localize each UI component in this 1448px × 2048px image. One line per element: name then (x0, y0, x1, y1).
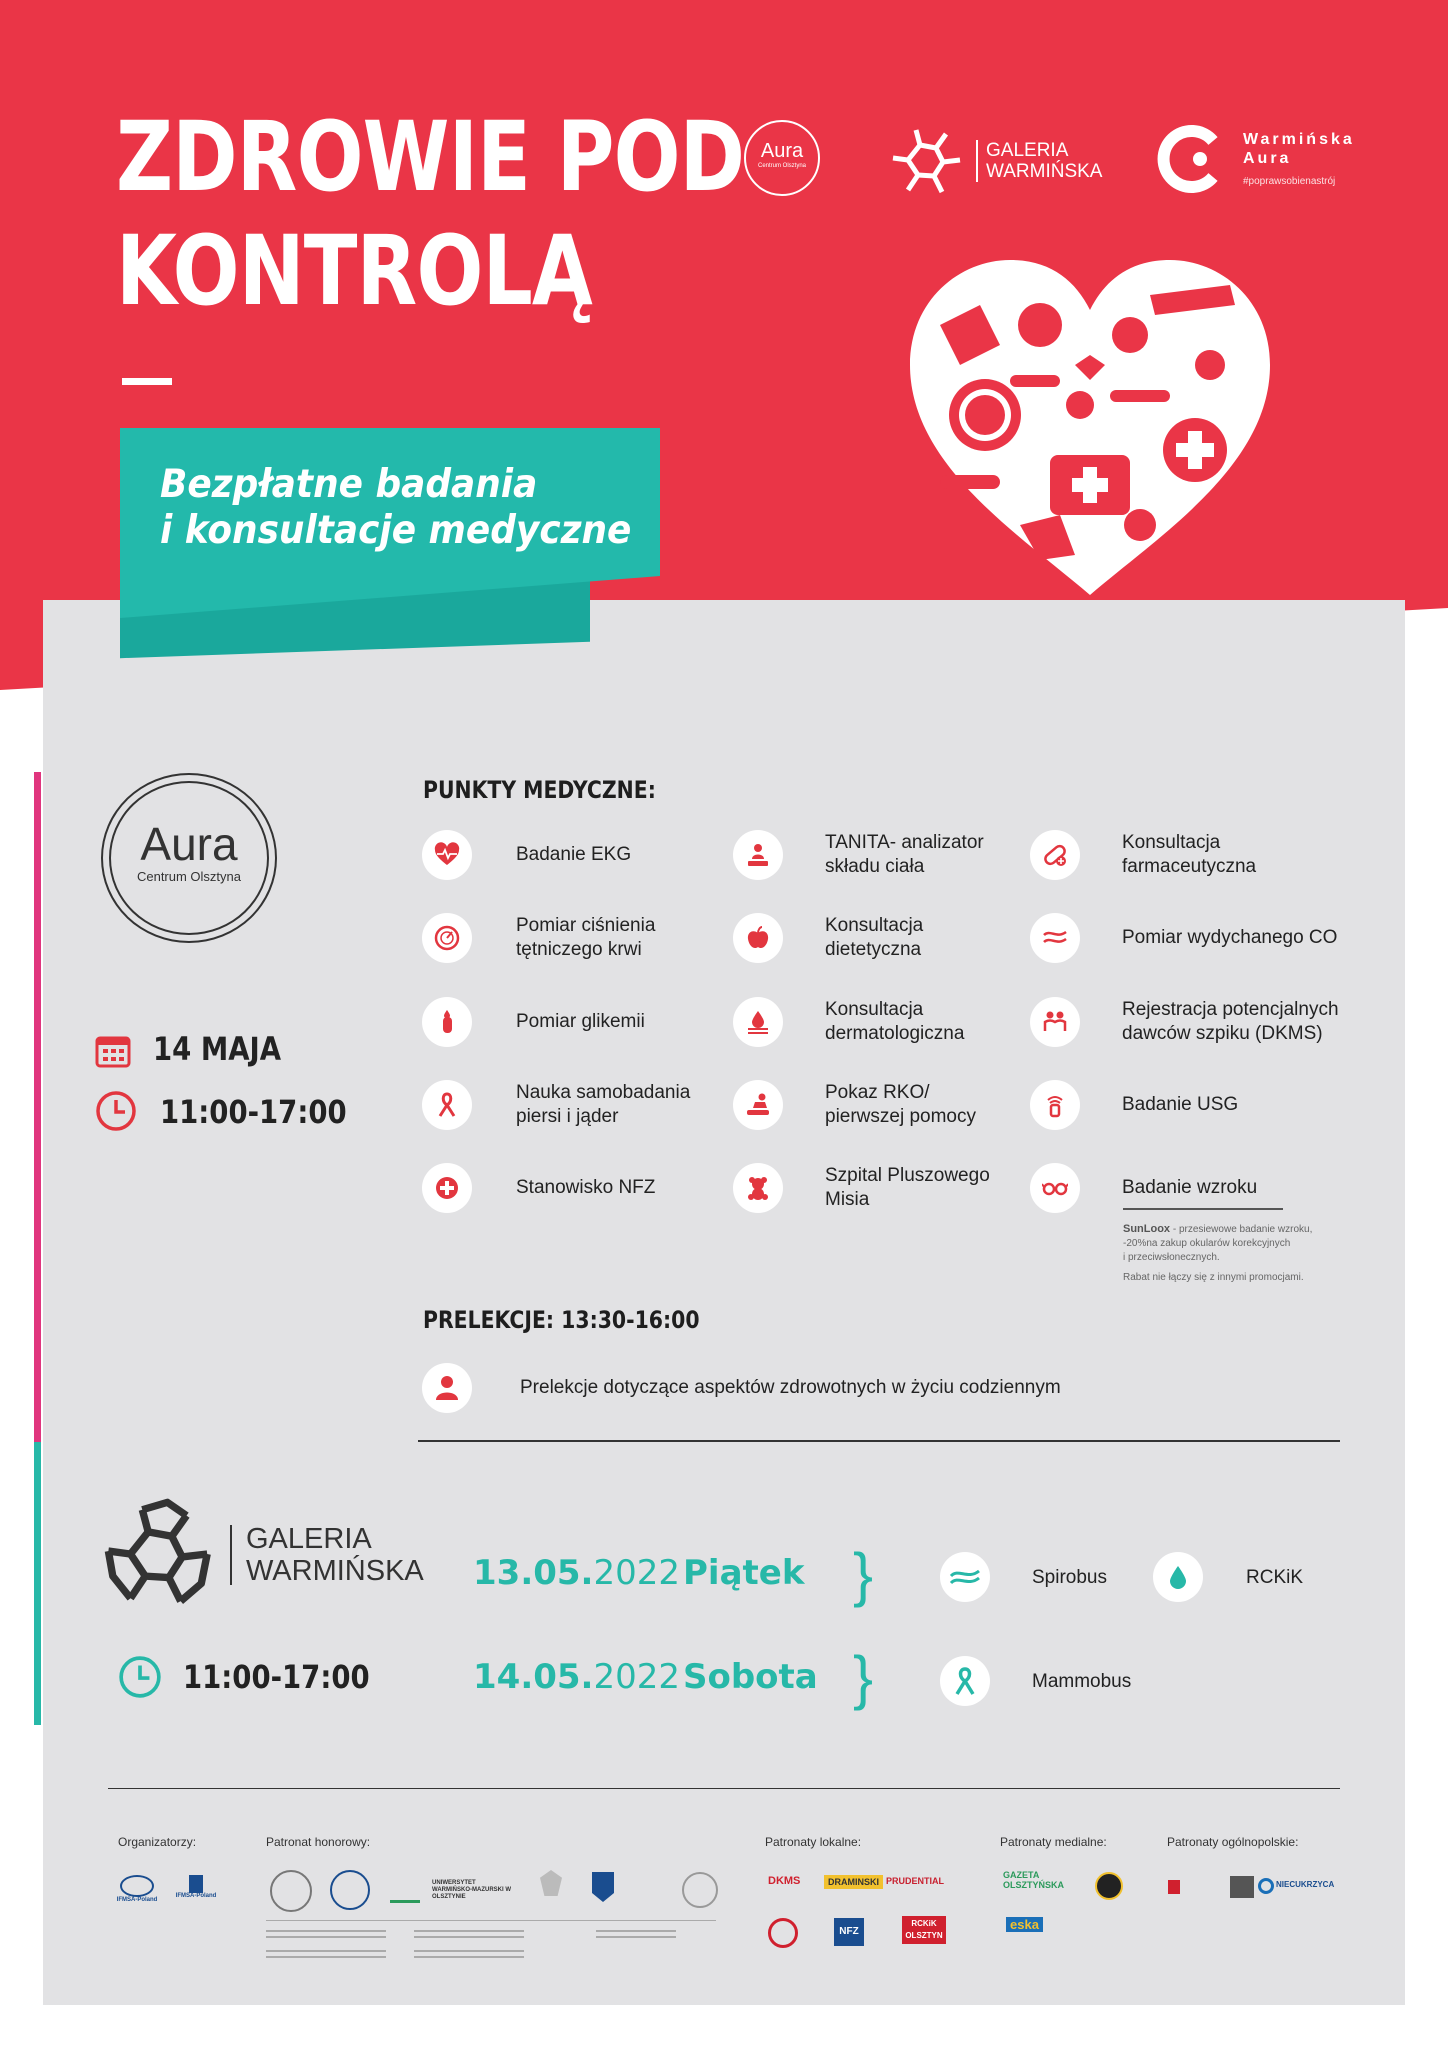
honorary-seal-3 (682, 1872, 718, 1908)
page-title: ZDROWIE POD KONTROLĄ (116, 101, 745, 327)
glasses-icon (1042, 1175, 1068, 1201)
ribbon-teal-icon (953, 1666, 977, 1696)
punkt-label: Konsultacja dermatologiczna (825, 999, 965, 1044)
punkt-icon-circle (1030, 997, 1080, 1047)
spirobus-icon-circle (940, 1552, 990, 1602)
nfz-logo: NFZ (834, 1918, 864, 1946)
prelekcje-icon-circle (422, 1363, 472, 1413)
honorary-seal-1 (270, 1870, 312, 1912)
breath-icon (1042, 925, 1068, 951)
dkms-logo: DKMS (768, 1875, 801, 1887)
galeria-section-bar (34, 1442, 41, 1725)
rckik-olsztyn-logo: RCKiK OLSZTYN (902, 1916, 946, 1944)
prelekcje-text: Prelekcje dotyczące aspektów zdrowotnych w życiu codziennym (520, 1377, 1061, 1398)
galeria-logo-divider (976, 140, 978, 182)
punkt-label: Pomiar glikemii (516, 1011, 645, 1032)
calendar-icon (95, 1032, 131, 1068)
punkt-label: Pomiar ciśnienia tętniczego krwi (516, 915, 656, 960)
national-logo-2 (1230, 1876, 1254, 1898)
gazeta-olsztynska-logo: GAZETA OLSZTYŃSKA (1003, 1870, 1065, 1890)
punkt-label: Nauka samobadania piersi i jąder (516, 1082, 691, 1127)
clock-icon (95, 1090, 137, 1132)
ribbon-icon (434, 1092, 460, 1118)
pill-icon (1042, 842, 1068, 868)
warminska-aura-logo-icon (1155, 123, 1227, 195)
mammobus-icon-circle (940, 1656, 990, 1706)
punkt-icon-circle (422, 1163, 472, 1213)
punkt-icon-circle (733, 913, 783, 963)
day1-date: 13.05.2022 (473, 1553, 680, 1593)
galeria-logo-text: GALERIA WARMIŃSKA (986, 140, 1103, 182)
day2-brace: } (853, 1644, 874, 1711)
person-icon (434, 1375, 460, 1401)
apple-icon (745, 925, 771, 951)
local-emblem (768, 1918, 798, 1948)
people-icon (1042, 1009, 1068, 1035)
punkt-label: Szpital Pluszowego Misia (825, 1165, 990, 1210)
punkt-icon-circle (422, 1080, 472, 1130)
galeria-logo-icon (888, 120, 968, 200)
honorary-divider (266, 1920, 716, 1921)
aura-section-bar (34, 772, 41, 1442)
aura-logo: Aura Centrum Olsztyna (101, 773, 277, 943)
galeria-logo-dark-divider (230, 1525, 232, 1585)
aura-logo-header: Aura Centrum Olsztyna (744, 120, 820, 196)
punkt-label: Pomiar wydychanego CO (1122, 927, 1338, 948)
punkt-icon-circle (733, 997, 783, 1047)
punkt-label: Badanie wzroku (1122, 1177, 1258, 1198)
patronaty-ogolnopolskie-label: Patronaty ogólnopolskie: (1167, 1835, 1299, 1849)
day2-date: 14.05.2022 (473, 1657, 680, 1697)
ifmsa-logo-1: IFMSA-Poland (115, 1875, 159, 1903)
patronaty-lokalne-label: Patronaty lokalne: (765, 1835, 862, 1849)
punkt-label: Badanie EKG (516, 844, 632, 865)
punkt-icon-circle (733, 1080, 783, 1130)
honorary-fine-print (266, 1930, 716, 1970)
punkt-label: Stanowisko NFZ (516, 1177, 656, 1198)
gauge-icon (434, 925, 460, 951)
day2-name: Sobota (683, 1657, 818, 1697)
cpr-icon (745, 1092, 771, 1118)
day1-brace: } (853, 1541, 874, 1608)
punkt-icon-circle (1030, 830, 1080, 880)
rckik-label: RCKiK (1246, 1567, 1304, 1588)
heart-health-illustration (900, 255, 1280, 600)
day1-name: Piątek (683, 1553, 805, 1593)
spirobus-label: Spirobus (1032, 1567, 1107, 1588)
footer-divider (108, 1788, 1340, 1789)
uwm-logo-mark (390, 1880, 420, 1903)
rckik-icon-circle (1153, 1552, 1203, 1602)
galeria-time: 11:00-17:00 (183, 1658, 370, 1696)
aura-time: 11:00-17:00 (160, 1093, 347, 1131)
subtitle: Bezpłatne badania i konsultacje medyczne (160, 462, 632, 553)
punkt-label: TANITA- analizator składu ciała (825, 832, 984, 877)
scale-person-icon (745, 842, 771, 868)
mammobus-label: Mammobus (1032, 1671, 1132, 1692)
punkt-icon-circle (422, 830, 472, 880)
sunloox-underline (1123, 1208, 1283, 1210)
prelekcje-divider (418, 1440, 1340, 1442)
punkt-label: Rejestracja potencjalnych dawców szpiku (DKMS) (1122, 999, 1339, 1044)
skin-drop-icon (745, 1009, 771, 1035)
punkt-label: Badanie USG (1122, 1094, 1239, 1115)
punkt-label: Konsultacja dietetyczna (825, 915, 924, 960)
ifmsa-logo-2: IFMSA-Poland (174, 1875, 218, 1899)
punkt-icon-circle (1030, 913, 1080, 963)
eska-logo: eska (1006, 1917, 1043, 1932)
punkt-icon-circle (422, 997, 472, 1047)
breath-teal-icon (948, 1566, 982, 1588)
draminski-logo: DRAMINSKI (824, 1875, 883, 1889)
punkt-label: Pokaz RKO/ pierwszej pomocy (825, 1082, 976, 1127)
aura-date: 14 MAJA (153, 1030, 282, 1068)
title-divider (122, 378, 172, 385)
galeria-logo-dark-icon (100, 1495, 220, 1613)
punkt-icon-circle (733, 1163, 783, 1213)
finger-drop-icon (434, 1009, 460, 1035)
punkt-icon-circle (422, 913, 472, 963)
punkt-icon-circle (733, 830, 783, 880)
punkty-heading: PUNKTY MEDYCZNE: (423, 776, 656, 804)
patronaty-medialne-label: Patronaty medialne: (1000, 1835, 1107, 1849)
cross-icon (434, 1175, 460, 1201)
punkt-label: Konsultacja farmaceutyczna (1122, 832, 1257, 877)
galeria-logo-dark-text: GALERIA WARMIŃSKA (246, 1523, 424, 1587)
sunloox-note: SunLoox - przesiewowe badanie wzroku, -20%na zakup okularów korekcyjnych i przeciwsłonecznych. Rabat nie łączy się z innymi promocjami. (1123, 1223, 1313, 1283)
national-logo-3-mark (1258, 1878, 1274, 1894)
prudential-logo: PRUDENTIAL (886, 1876, 944, 1886)
clock-teal-icon (118, 1655, 162, 1699)
patronat-honorowy-label: Patronat honorowy: (266, 1835, 371, 1849)
niecukrzyca-logo: NIECUKRZYCA (1276, 1880, 1335, 1889)
uwm-logo-text: UNIWERSYTET WARMIŃSKO-MAZURSKI W OLSZTYNIE (432, 1880, 511, 1900)
blood-drop-icon (1168, 1564, 1188, 1590)
national-logo-1 (1168, 1880, 1222, 1894)
ultrasound-icon (1042, 1092, 1068, 1118)
punkt-icon-circle (1030, 1080, 1080, 1130)
prelekcje-heading: PRELEKCJE: 13:30-16:00 (423, 1306, 700, 1334)
warminska-aura-logo-text: Warmińska Aura #poprawsobienastrój (1243, 131, 1355, 187)
heart-pulse-icon (434, 842, 460, 868)
sunloox-brand: SunLoox (1123, 1223, 1171, 1235)
teddy-bear-icon (745, 1175, 771, 1201)
honorary-seal-2 (330, 1870, 370, 1910)
punkt-icon-circle (1030, 1163, 1080, 1213)
organizatorzy-label: Organizatorzy: (118, 1835, 197, 1849)
media-badge (1095, 1872, 1123, 1900)
